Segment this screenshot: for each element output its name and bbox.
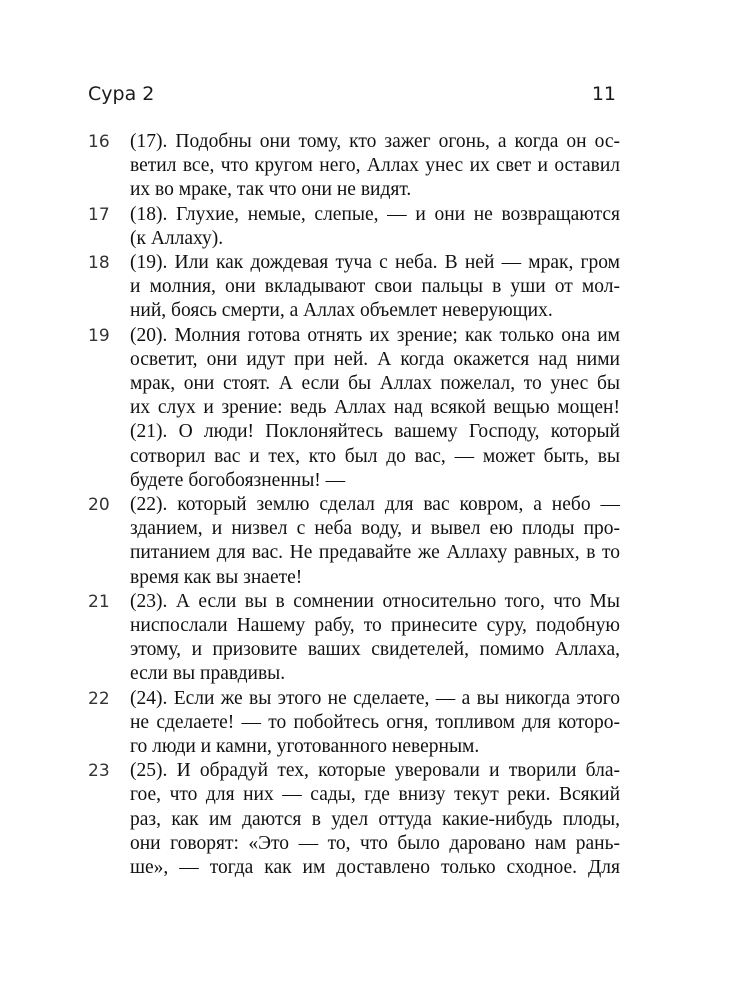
verse-text: их слух и зрение: ведь Аллах над всякой вещью мощен! [130,397,620,419]
text-line [0,203,733,227]
verse-text: ниспослали Нашему рабу, то принесите суру, подобную [130,615,620,636]
text-line [0,711,733,735]
text-line [0,275,733,299]
verse-text: (23). А если вы в сомнении относительно того, что Мы [130,590,620,612]
text-line [0,348,733,372]
verse-text: (22). который землю сделал для вас ковром, а небо — [130,494,620,515]
text-line [0,493,733,517]
text-line [0,735,733,759]
running-head: Сура 2 [88,83,155,105]
verse-text: питанием для вас. Не предавайте же Аллаху равных, в то [130,542,620,564]
verse-text: зданием, и низвел с неба воду, и вывел ею плоды про- [130,518,620,540]
text-line [0,614,733,638]
text-line [0,445,733,469]
text-line [0,832,733,856]
text-line [0,469,733,493]
text-line [0,178,733,202]
text-line [0,324,733,348]
verse-text: (21). О люди! Поклоняйтесь вашему Господу, который [130,421,620,443]
text-line [0,662,733,686]
text-line [0,227,733,251]
text-line [0,251,733,275]
text-line [0,396,733,420]
text-line [0,372,733,396]
verse-text: ше», — тогда как им доставлено только сходное. Для [130,857,620,878]
text-line [0,638,733,662]
verse-text: будете богобоязненны! — [130,469,346,491]
verse-text: они говорят: «Это — то, что было даровано нам рань- [130,832,620,854]
verse-text: (17). Подобны они тому, кто зажег огонь, а когда он ос- [130,131,620,152]
text-line [0,783,733,807]
verse-text: этому, и призовите ваших свидетелей, помимо Аллаха, [130,639,620,661]
verse-number: 22 [88,688,110,709]
verse-text: ний, боясь смерти, а Аллах объемлет неверующих. [130,300,553,322]
verse-number: 21 [88,591,110,612]
verse-text: мрак, они стоят. А если бы Аллах пожелал, то унес бы [130,373,620,394]
text-line [0,808,733,832]
verse-number: 17 [88,204,110,225]
text-line [0,517,733,541]
verse-text: (19). Или как дождевая туча с неба. В ней — мрак, гром [130,252,620,273]
text-line [0,299,733,323]
verse-number: 19 [88,325,110,346]
verse-text: не сделаете! — то побойтесь огня, топливом для которо- [130,711,620,733]
verse-text: их во мраке, так что они не видят. [130,179,412,201]
text-line [0,759,733,783]
verse-number: 16 [88,132,110,152]
verse-number: 23 [88,761,110,782]
verse-text: (20). Молния готова отнять их зрение; как только она им [130,324,620,346]
verse-text: ветил все, что кругом него, Аллах унес их свет и оставил [130,155,620,177]
text-line [0,856,733,880]
verse-text: время как вы знаете! [130,566,303,588]
text-line [0,130,733,154]
verse-text: го люди и камни, уготованного неверным. [130,736,480,757]
page-number: 11 [591,83,616,105]
text-line [0,154,733,178]
verse-text: (25). И обрадуй тех, которые уверовали и творили бла- [130,760,620,782]
text-line [0,541,733,565]
verse-text: (18). Глухие, немые, слепые, — и они не возвращаются [130,203,620,225]
verse-text: (24). Если же вы этого не сделаете, — а вы никогда этого [130,687,620,709]
verse-text: сотворил вас и тех, кто был до вас, — может быть, вы [130,445,620,467]
verse-text: раз, как им даются в удел оттуда какие-нибудь плоды, [130,808,620,830]
verse-text: если вы правдивы. [130,663,286,685]
verse-text: (к Аллаху). [130,227,224,249]
verse-number: 18 [88,253,110,273]
verse-text: гое, что для них — сады, где внизу текут реки. Всякий [130,784,620,806]
verse-number: 20 [88,495,110,515]
verse-text: осветит, они идут при ней. А когда окажется над ними [130,348,620,370]
text-line [0,590,733,614]
text-line [0,566,733,590]
page-header [88,83,620,111]
verse-text: и молния, они вкладывают свои пальцы в уши от мол- [130,276,620,298]
text-line [0,687,733,711]
text-line [0,420,733,444]
